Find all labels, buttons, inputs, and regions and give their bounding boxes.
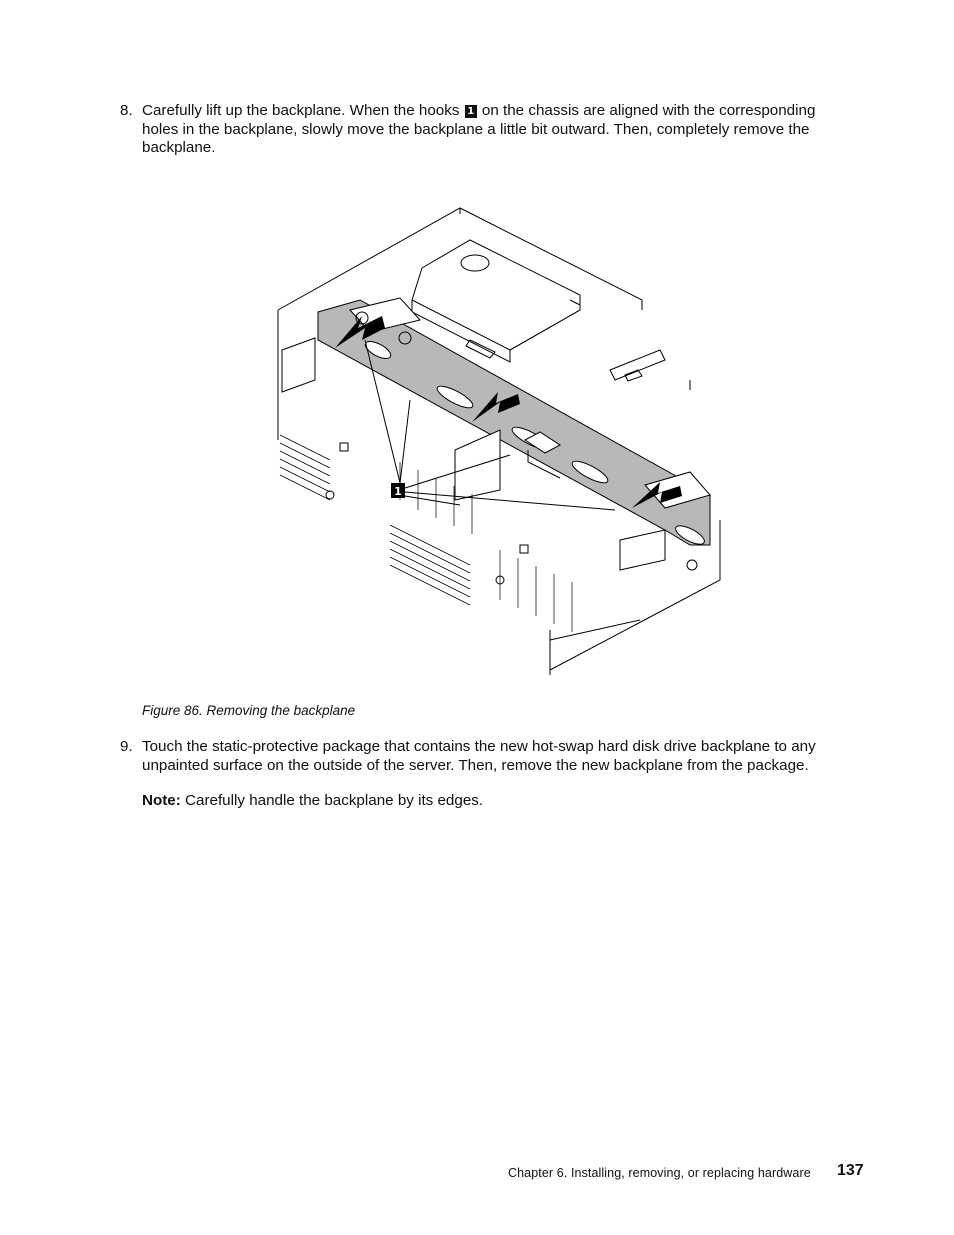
page-number: 137 [837,1162,864,1179]
step-8 [120,102,850,158]
step-8-text-after: on the chassis are aligned with the corresponding holes in the backplane, slowly move the backplane a little bit outward. Then, completely remove the backplane. [142,102,816,157]
step-9-text: Touch the static-protective package that contains the new hot-swap hard disk drive backplane to any unpainted surface on the outside of the server. Then, remove the new backplane from the package. [142,738,816,774]
callout-1-figure: 1 [394,485,402,498]
callout-1-inline: 1 [465,105,477,118]
note [142,792,483,809]
step-number: 9. [120,738,133,755]
note-label: Note: [142,792,181,809]
backplane-removal-illustration [270,200,740,680]
step-number: 8. [120,102,133,119]
step-8-text-before: Carefully lift up the backplane. When the hooks [142,102,460,119]
footer-chapter-title: Chapter 6. Installing, removing, or replacing hardware [508,1166,811,1180]
figure-caption: Figure 86. Removing the backplane [142,703,356,718]
step-9 [120,738,850,775]
step-8-text [142,102,850,158]
note-text: Carefully handle the backplane by its edges. [185,792,484,809]
